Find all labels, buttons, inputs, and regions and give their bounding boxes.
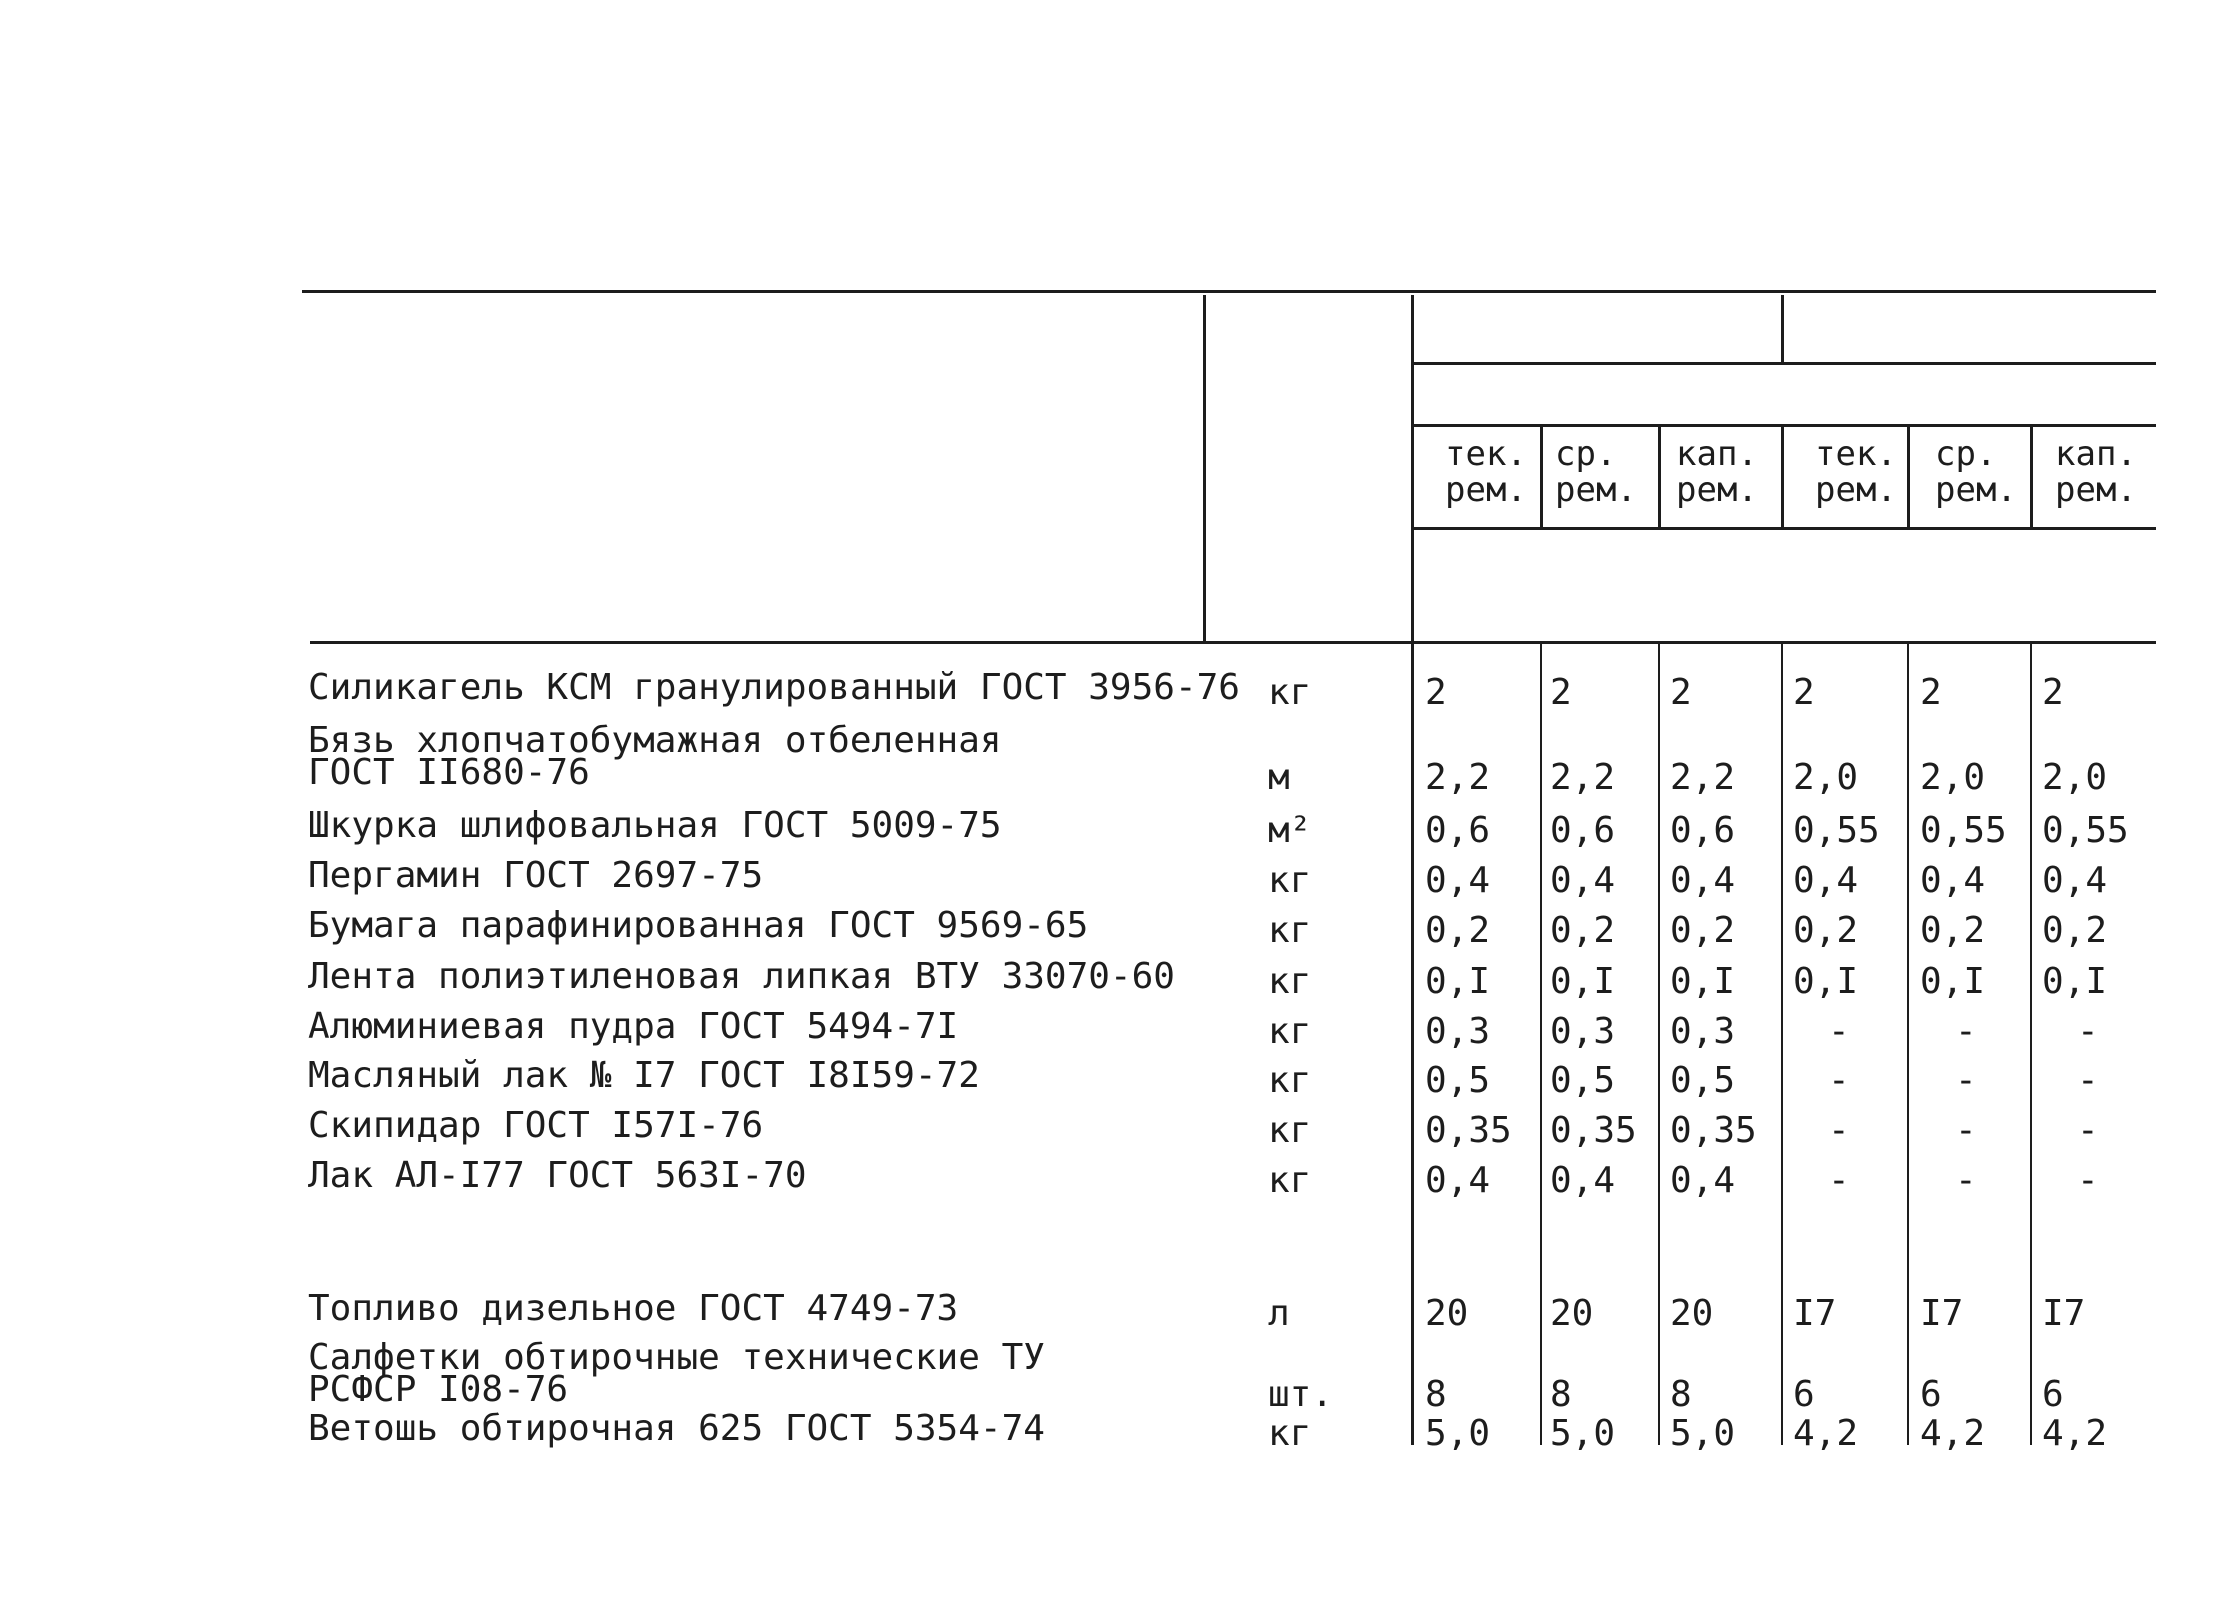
value-cell: 0,4 (1550, 860, 1616, 901)
repair-cols-rule (1413, 527, 2156, 530)
value-cell: 0,35 (1670, 1110, 1757, 1151)
value-cell: 6 (2042, 1374, 2064, 1415)
value-cell: - (2077, 1110, 2099, 1151)
unit-cell: кг (1268, 1060, 1312, 1101)
value-cell: 2,2 (1670, 757, 1736, 798)
value-cell: 5,0 (1670, 1413, 1736, 1454)
value-cell: 2 (1425, 672, 1447, 713)
value-cell: 0,6 (1670, 810, 1736, 851)
value-cell: - (1828, 1110, 1850, 1151)
unit-values-divider (1411, 295, 1414, 1445)
value-cell: 6 (1920, 1374, 1942, 1415)
value-cell: 0,5 (1550, 1060, 1616, 1101)
col-divider-2 (1658, 643, 1660, 1445)
unit-cell: кг (1268, 672, 1312, 713)
value-cell: 0,I (1425, 961, 1491, 1002)
value-cell: - (2077, 1011, 2099, 1052)
col-divider-5-header (2030, 424, 2033, 527)
value-cell: 0,5 (1670, 1060, 1736, 1101)
value-cell: 2,0 (1793, 757, 1859, 798)
value-cell: 0,35 (1425, 1110, 1512, 1151)
value-cell: 2 (1793, 672, 1815, 713)
value-cell: 4,2 (2042, 1413, 2108, 1454)
value-cell: 2,2 (1550, 757, 1616, 798)
material-name: Скипидар ГОСТ I57I-76 (308, 1105, 764, 1146)
col-divider-5 (2030, 643, 2032, 1445)
value-cell: - (2077, 1160, 2099, 1201)
value-cell: 0,4 (1425, 860, 1491, 901)
value-cell: 2 (1550, 672, 1572, 713)
header-repair-col-3: кап. рем. (1676, 434, 1758, 510)
material-name: Шкурка шлифовальная ГОСТ 5009-75 (308, 805, 1002, 846)
value-cell: 0,I (1793, 961, 1859, 1002)
value-cell: I7 (1920, 1293, 1964, 1334)
value-cell: 0,2 (1425, 910, 1491, 951)
value-cell: 8 (1670, 1374, 1692, 1415)
value-cell: 0,4 (1670, 860, 1736, 901)
name-unit-divider (1203, 295, 1206, 641)
value-cell: 0,2 (1920, 910, 1986, 951)
value-cell: 0,4 (1920, 860, 1986, 901)
material-name: Пергамин ГОСТ 2697-75 (308, 855, 764, 896)
header-repair-col-5: ср. рем. (1935, 434, 2017, 510)
value-cell: 20 (1550, 1293, 1594, 1334)
unit-cell: кг (1268, 860, 1312, 901)
col-divider-3 (1781, 643, 1783, 1445)
header-repair-col-4: тек. рем. (1815, 434, 1897, 510)
unit-cell: м (1268, 757, 1290, 798)
material-name: Бумага парафинированная ГОСТ 9569-65 (308, 905, 1089, 946)
value-cell: 0,3 (1425, 1011, 1491, 1052)
value-cell: 5,0 (1550, 1413, 1616, 1454)
material-name: Лак АЛ-I77 ГОСТ 563I-70 (308, 1155, 807, 1196)
unit-cell: кг (1268, 1413, 1312, 1454)
value-cell: 0,4 (1425, 1160, 1491, 1201)
value-cell: 2,0 (2042, 757, 2108, 798)
value-cell: I7 (2042, 1293, 2086, 1334)
value-cell: 0,6 (1550, 810, 1616, 851)
value-cell: 2,0 (1920, 757, 1986, 798)
value-cell: 0,2 (1550, 910, 1616, 951)
value-cell: - (2077, 1060, 2099, 1101)
header-repair-col-1: тек. рем. (1445, 434, 1527, 510)
value-cell: 0,4 (2042, 860, 2108, 901)
col-divider-3-header (1781, 424, 1784, 527)
col-divider-4 (1907, 643, 1909, 1445)
value-cell: 5,0 (1425, 1413, 1491, 1454)
value-cell: 0,4 (1670, 1160, 1736, 1201)
value-cell: 0,6 (1425, 810, 1491, 851)
value-cell: 0,4 (1550, 1160, 1616, 1201)
value-cell: 0,55 (2042, 810, 2129, 851)
table-top-rule (302, 290, 2156, 293)
material-name: Масляный лак № I7 ГОСТ I8I59-72 (308, 1055, 980, 1096)
repair-type-rule (1413, 424, 2156, 427)
unit-cell: м² (1268, 810, 1312, 851)
value-cell: - (1828, 1160, 1850, 1201)
value-cell: - (1828, 1011, 1850, 1052)
col-divider-4-header (1907, 424, 1910, 527)
col-divider-1-header (1540, 424, 1543, 527)
value-cell: 0,55 (1920, 810, 2007, 851)
value-cell: - (1828, 1060, 1850, 1101)
unit-cell: кг (1268, 1011, 1312, 1052)
material-name: Бязь хлопчатобумажная отбеленная ГОСТ II680-76 (308, 720, 1002, 793)
value-cell: - (1955, 1060, 1977, 1101)
material-name: Лента полиэтиленовая липкая ВТУ 33070-60 (308, 956, 1175, 997)
value-cell: 6 (1793, 1374, 1815, 1415)
unit-cell: кг (1268, 1110, 1312, 1151)
value-cell: 0,3 (1550, 1011, 1616, 1052)
unit-cell: шт. (1268, 1374, 1334, 1415)
value-cell: 4,2 (1920, 1413, 1986, 1454)
engine-row-rule (1413, 362, 2156, 365)
value-cell: 0,35 (1550, 1110, 1637, 1151)
value-cell: 0,4 (1793, 860, 1859, 901)
value-cell: 20 (1425, 1293, 1469, 1334)
value-cell: 20 (1670, 1293, 1714, 1334)
value-cell: 0,I (1670, 961, 1736, 1002)
material-name: Ветошь обтирочная 625 ГОСТ 5354-74 (308, 1408, 1045, 1449)
value-cell: 2 (1920, 672, 1942, 713)
value-cell: 2 (1670, 672, 1692, 713)
material-name: Салфетки обтирочные технические ТУ РСФСР I08-76 (308, 1337, 1045, 1410)
value-cell: 0,2 (1793, 910, 1859, 951)
value-cell: - (1955, 1011, 1977, 1052)
unit-cell: кг (1268, 910, 1312, 951)
value-cell: 0,I (2042, 961, 2108, 1002)
col-divider-1 (1540, 643, 1542, 1445)
value-cell: 0,3 (1670, 1011, 1736, 1052)
material-name: Силикагель КСМ гранулированный ГОСТ 3956-76 (308, 667, 1240, 708)
value-cell: 0,2 (1670, 910, 1736, 951)
value-cell: - (1955, 1160, 1977, 1201)
material-name: Топливо дизельное ГОСТ 4749-73 (308, 1288, 959, 1329)
value-cell: 0,I (1550, 961, 1616, 1002)
value-cell: 2 (2042, 672, 2064, 713)
unit-cell: л (1268, 1293, 1290, 1334)
value-cell: 4,2 (1793, 1413, 1859, 1454)
header-bottom-rule (310, 641, 2156, 644)
value-cell: - (1955, 1110, 1977, 1151)
value-cell: 8 (1550, 1374, 1572, 1415)
value-cell: I7 (1793, 1293, 1837, 1334)
value-cell: 0,I (1920, 961, 1986, 1002)
header-repair-col-2: ср. рем. (1555, 434, 1637, 510)
engine-divider (1781, 295, 1784, 362)
header-repair-col-6: кап. рем. (2055, 434, 2137, 510)
value-cell: 8 (1425, 1374, 1447, 1415)
unit-cell: кг (1268, 961, 1312, 1002)
value-cell: 0,2 (2042, 910, 2108, 951)
col-divider-2-header (1658, 424, 1661, 527)
material-name: Алюминиевая пудра ГОСТ 5494-7I (308, 1006, 959, 1047)
unit-cell: кг (1268, 1160, 1312, 1201)
value-cell: 2,2 (1425, 757, 1491, 798)
value-cell: 0,55 (1793, 810, 1880, 851)
value-cell: 0,5 (1425, 1060, 1491, 1101)
